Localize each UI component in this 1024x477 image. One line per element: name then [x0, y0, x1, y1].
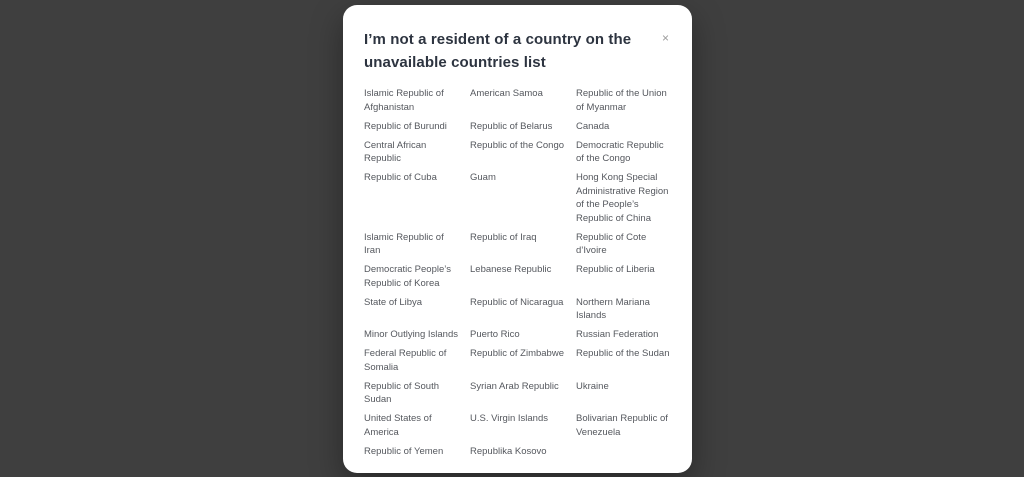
- country-item: Republic of the Congo: [470, 139, 565, 151]
- country-item: American Samoa: [470, 88, 543, 99]
- country-item: Islamic Republic of Afghanistan: [364, 88, 444, 113]
- close-icon[interactable]: ×: [661, 31, 669, 45]
- country-item: Guam: [470, 172, 496, 183]
- country-item: Islamic Republic of Iran: [364, 231, 444, 256]
- country-item: Republic of the Sudan: [576, 348, 670, 359]
- country-item: Puerto Rico: [470, 329, 520, 340]
- country-item: Republika Kosovo: [470, 445, 547, 457]
- country-item: Republic of Cote d’Ivoire: [576, 231, 647, 256]
- country-item: Lebanese Republic: [470, 264, 552, 275]
- country-item: United States of America: [364, 413, 432, 438]
- country-item: Canada: [576, 120, 610, 132]
- dialog-title: [364, 28, 631, 74]
- dialog-header: [364, 28, 671, 74]
- country-item: Ukraine: [576, 380, 609, 392]
- country-item: Republic of Liberia: [576, 264, 655, 275]
- country-item: Republic of Nicaragua: [470, 296, 564, 308]
- country-item: Republic of the Union of Myanmar: [576, 88, 667, 113]
- country-item: Democratic People’s Republic of Korea: [364, 264, 451, 289]
- country-item: Republic of Belarus: [470, 120, 553, 132]
- country-item: Northern Mariana Islands: [576, 296, 650, 321]
- country-item: Republic of Zimbabwe: [470, 348, 564, 359]
- country-item: Republic of Burundi: [364, 120, 447, 132]
- dialog-title-line2: unavailable countries list: [364, 54, 546, 71]
- dialog-title-line1: I’m not a resident of a country on the: [364, 31, 632, 48]
- unavailable-countries-dialog: [343, 5, 692, 473]
- country-item: Syrian Arab Republic: [470, 380, 559, 392]
- country-item: U.S. Virgin Islands: [470, 413, 548, 424]
- country-item: Bolivarian Republic of Venezuela: [576, 413, 668, 438]
- country-item: Russian Federation: [576, 329, 659, 340]
- country-item: State of Libya: [364, 296, 423, 308]
- country-item: Democratic Republic of the Congo: [576, 139, 664, 164]
- country-item: Republic of Cuba: [364, 172, 437, 183]
- country-item: Minor Outlying Islands: [364, 329, 458, 340]
- country-item: Republic of Yemen: [364, 445, 444, 457]
- country-item: Hong Kong Special Administrative Region of the People’s Republic of China: [576, 172, 669, 224]
- country-item: Republic of South Sudan: [364, 380, 439, 405]
- country-grid: [364, 87, 671, 458]
- country-item: Federal Republic of Somalia: [364, 348, 447, 373]
- country-item: Republic of Iraq: [470, 231, 537, 243]
- country-item: Central African Republic: [364, 139, 427, 164]
